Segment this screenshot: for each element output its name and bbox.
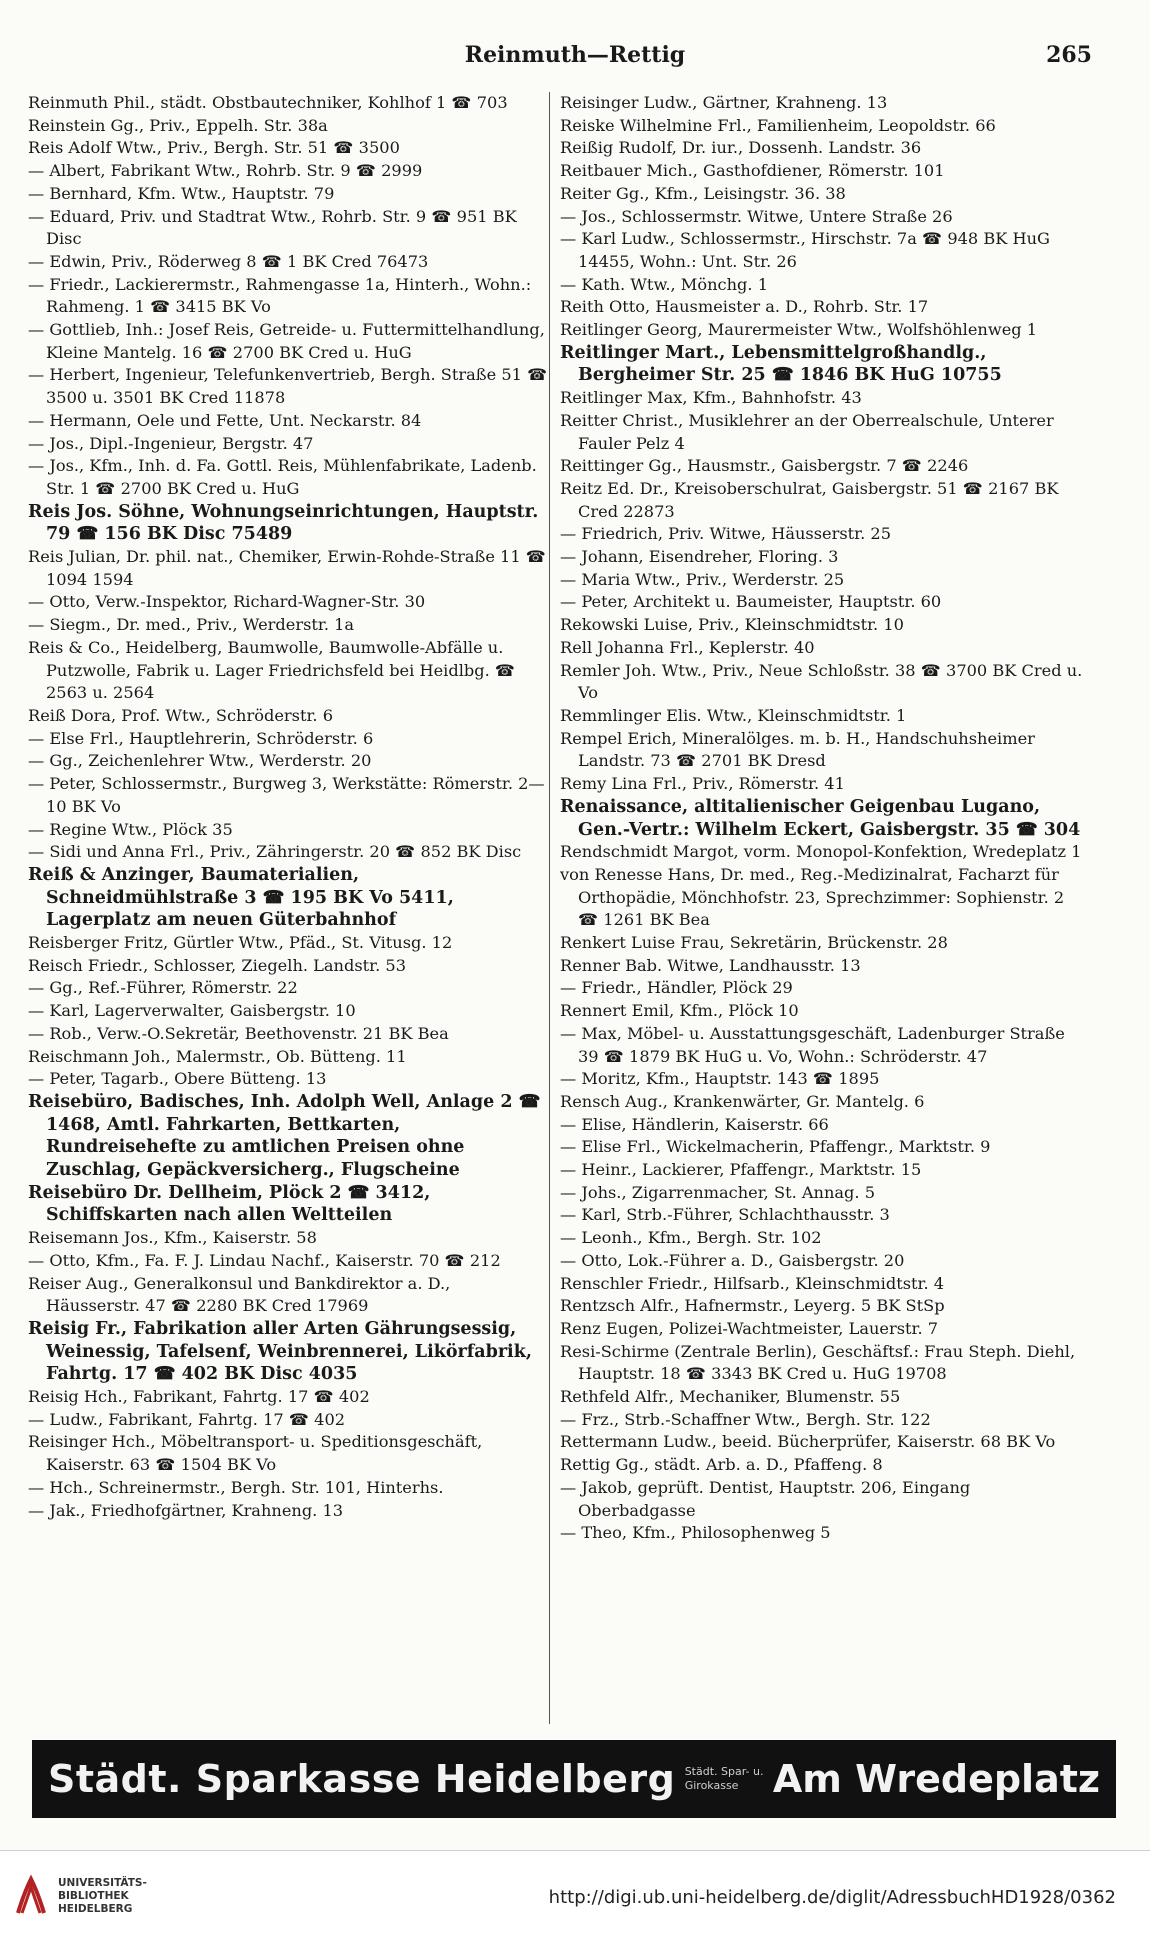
- directory-entry: — Bernhard, Kfm. Wtw., Hauptstr. 79: [28, 183, 335, 203]
- directory-entry: — Karl, Strb.-Führer, Schlachthausstr. 3: [560, 1205, 890, 1225]
- directory-entry: Reisch Friedr., Schlosser, Ziegelh. Landstr. 53: [28, 955, 407, 975]
- directory-entry: — Kath. Wtw., Mönchg. 1: [560, 274, 769, 294]
- directory-entry: Rendschmidt Margot, vorm. Monopol-Konfektion, Wredeplatz 1: [560, 842, 1082, 862]
- directory-entry: — Eduard, Priv. und Stadtrat Wtw., Rohrb. Str. 9 ☎ 951 BK Disc: [28, 206, 517, 249]
- directory-entry: Renschler Friedr., Hilfsarb., Kleinschmidtstr. 4: [560, 1273, 945, 1293]
- source-url-link[interactable]: http://digi.ub.uni-heidelberg.de/diglit/AdressbuchHD1928/0362: [548, 1887, 1116, 1908]
- directory-entry: — Karl, Lagerverwalter, Gaisbergstr. 10: [28, 1001, 356, 1021]
- directory-entry: — Maria Wtw., Priv., Werderstr. 25: [560, 569, 845, 589]
- directory-entry: Reisinger Ludw., Gärtner, Krahneng. 13: [560, 93, 888, 112]
- directory-entry: — Jak., Friedhofgärtner, Krahneng. 13: [28, 1500, 344, 1520]
- advertisement-banner: [32, 1740, 1116, 1818]
- directory-entry: — Max, Möbel- u. Ausstattungsgeschäft, Ladenburger Straße 39 ☎ 1879 BK HuG u. Vo, Wohn.: Schröderstr. 47: [560, 1023, 1065, 1066]
- directory-entry: — Jos., Dipl.-Ingenieur, Bergstr. 47: [28, 433, 314, 453]
- directory-entry: Rempel Erich, Mineralölges. m. b. H., Handschuhsheimer Landstr. 73 ☎ 2701 BK Dresd: [560, 728, 1035, 771]
- directory-entry: — Else Frl., Hauptlehrerin, Schröderstr. 6: [28, 728, 374, 748]
- directory-entry: — Otto, Verw.-Inspektor, Richard-Wagner-Str. 30: [28, 592, 426, 612]
- directory-entry: — Albert, Fabrikant Wtw., Rohrb. Str. 9 ☎ 2999: [28, 161, 423, 181]
- directory-entry: Reith Otto, Hausmeister a. D., Rohrb. Str. 17: [560, 297, 929, 317]
- directory-entry: — Gg., Zeichenlehrer Wtw., Werderstr. 20: [28, 751, 372, 771]
- directory-entry: Reiß Dora, Prof. Wtw., Schröderstr. 6: [28, 705, 334, 725]
- directory-entry: Reitz Ed. Dr., Kreisoberschulrat, Gaisbergstr. 51 ☎ 2167 BK Cred 22873: [560, 478, 1059, 521]
- left-column: [28, 92, 548, 1522]
- directory-entry: — Karl Ludw., Schlossermstr., Hirschstr. 7a ☎ 948 BK HuG 14455, Wohn.: Unt. Str. 26: [560, 229, 1050, 271]
- university-library-logo-icon: [14, 1873, 48, 1919]
- directory-entry: Remmlinger Elis. Wtw., Kleinschmidtstr. 1: [560, 705, 907, 725]
- directory-entry: Rentzsch Alfr., Hafnermstr., Leyerg. 5 BK StSp: [560, 1296, 945, 1316]
- logo-line-2: BIBLIOTHEK: [58, 1890, 129, 1902]
- directory-entry: Reis Jos. Söhne, Wohnungseinrichtungen, Hauptstr. 79 ☎ 156 BK Disc 75489: [28, 501, 539, 545]
- directory-entry: — Herbert, Ingenieur, Telefunkenvertrieb, Bergh. Straße 51 ☎ 3500 u. 3501 BK Cred 11878: [28, 365, 548, 408]
- directory-entry: — Theo, Kfm., Philosophenweg 5: [560, 1523, 831, 1543]
- directory-entry: Reisebüro, Badisches, Inh. Adolph Well, Anlage 2 ☎ 1468, Amtl. Fahrkarten, Bettkarten, Rundreisehefte zu amtlichen Preisen ohne Zuschlag, Gepäckversicherg., Flugscheine: [28, 1091, 541, 1181]
- directory-entry: — Elise, Händlerin, Kaiserstr. 66: [560, 1114, 829, 1134]
- banner-right-text: Am Wredeplatz: [772, 1757, 1100, 1801]
- directory-entry: — Jos., Kfm., Inh. d. Fa. Gottl. Reis, Mühlenfabrikate, Ladenb. Str. 1 ☎ 2700 BK Cred u. HuG: [28, 456, 537, 498]
- directory-entry: Reinmuth Phil., städt. Obstbautechniker, Kohlhof 1 ☎ 703: [28, 93, 508, 112]
- directory-entry: Remy Lina Frl., Priv., Römerstr. 41: [560, 774, 845, 794]
- library-footer: [0, 1850, 1150, 1943]
- directory-entry: Rekowski Luise, Priv., Kleinschmidtstr. 10: [560, 615, 904, 635]
- directory-entry: — Elise Frl., Wickelmacherin, Pfaffengr., Marktstr. 9: [560, 1137, 991, 1157]
- directory-entry: Reis Julian, Dr. phil. nat., Chemiker, Erwin-Rohde-Straße 11 ☎ 1094 1594: [28, 547, 546, 589]
- column-divider: [549, 92, 550, 1724]
- directory-entry: Reitlinger Max, Kfm., Bahnhofstr. 43: [560, 388, 862, 408]
- directory-entry: — Hch., Schreinermstr., Bergh. Str. 101, Hinterhs.: [28, 1477, 444, 1497]
- directory-entry: Reitlinger Mart., Lebensmittelgroßhandlg., Bergheimer Str. 25 ☎ 1846 BK HuG 10755: [560, 342, 1002, 386]
- page-number: 265: [1046, 42, 1092, 68]
- page-title: Reinmuth—Rettig: [464, 42, 686, 68]
- directory-entry: Rensch Aug., Krankenwärter, Gr. Mantelg. 6: [560, 1091, 925, 1111]
- directory-entry: Reisig Hch., Fabrikant, Fahrtg. 17 ☎ 402: [28, 1387, 370, 1407]
- directory-entry: Renaissance, altitalienischer Geigenbau Lugano, Gen.-Vertr.: Wilhelm Eckert, Gaisbergstr. 35 ☎ 304: [560, 796, 1081, 840]
- directory-entry: Reißig Rudolf, Dr. iur., Dossenh. Landstr. 36: [560, 138, 922, 158]
- directory-entry: — Peter, Tagarb., Obere Bütteng. 13: [28, 1069, 327, 1089]
- library-logo-text: [58, 1877, 147, 1916]
- directory-entry: — Siegm., Dr. med., Priv., Werderstr. 1a: [28, 615, 355, 635]
- directory-entry: Reittinger Gg., Hausmstr., Gaisbergstr. 7 ☎ 2246: [560, 456, 969, 476]
- logo-line-3: HEIDELBERG: [58, 1903, 133, 1915]
- directory-entry: Reiske Wilhelmine Frl., Familienheim, Leopoldstr. 66: [560, 115, 996, 135]
- directory-entry: — Gg., Ref.-Führer, Römerstr. 22: [28, 978, 298, 998]
- directory-entry: — Jakob, geprüft. Dentist, Hauptstr. 206, Eingang Oberbadgasse: [560, 1477, 971, 1520]
- directory-entry: Remler Joh. Wtw., Priv., Neue Schloßstr. 38 ☎ 3700 BK Cred u. Vo: [560, 660, 1083, 703]
- directory-entry: Renner Bab. Witwe, Landhausstr. 13: [560, 955, 861, 975]
- directory-entry: Reiser Aug., Generalkonsul und Bankdirektor a. D., Häusserstr. 47 ☎ 2280 BK Cred 17969: [28, 1273, 451, 1316]
- directory-entry: — Friedr., Händler, Plöck 29: [560, 978, 793, 998]
- directory-entry: Reisberger Fritz, Gürtler Wtw., Pfäd., St. Vitusg. 12: [28, 933, 453, 953]
- directory-entry: — Hermann, Oele und Fette, Unt. Neckarstr. 84: [28, 410, 422, 430]
- directory-entry: — Leonh., Kfm., Bergh. Str. 102: [560, 1228, 822, 1248]
- directory-entry: — Friedr., Lackierermstr., Rahmengasse 1a, Hinterh., Wohn.: Rahmeng. 1 ☎ 3415 BK Vo: [28, 274, 532, 317]
- directory-entry: Reischmann Joh., Malermstr., Ob. Bütteng. 11: [28, 1046, 407, 1066]
- directory-entry: — Moritz, Kfm., Hauptstr. 143 ☎ 1895: [560, 1069, 880, 1089]
- banner-middle-line1: Städt. Spar- u.: [684, 1765, 764, 1778]
- directory-entry: Rettig Gg., städt. Arb. a. D., Pfaffeng. 8: [560, 1455, 883, 1475]
- directory-entry: — Gottlieb, Inh.: Josef Reis, Getreide- u. Futtermittelhandlung, Kleine Mantelg. 16 ☎ 2700 BK Cred u. HuG: [28, 320, 545, 362]
- directory-entry: Reiter Gg., Kfm., Leisingstr. 36. 38: [560, 183, 846, 203]
- directory-entry: — Regine Wtw., Plöck 35: [28, 819, 233, 839]
- directory-entry: Rethfeld Alfr., Mechaniker, Blumenstr. 55: [560, 1387, 901, 1407]
- directory-entry: — Johann, Eisendreher, Floring. 3: [560, 547, 839, 567]
- right-column: [560, 92, 1086, 1545]
- directory-entry: — Peter, Architekt u. Baumeister, Hauptstr. 60: [560, 592, 942, 612]
- directory-entry: Reisinger Hch., Möbeltransport- u. Speditionsgeschäft, Kaiserstr. 63 ☎ 1504 BK Vo: [28, 1432, 483, 1475]
- banner-middle-line2: Girokasse: [684, 1779, 739, 1792]
- directory-entry: — Friedrich, Priv. Witwe, Häusserstr. 25: [560, 524, 891, 544]
- directory-entry: Renkert Luise Frau, Sekretärin, Brückenstr. 28: [560, 933, 948, 953]
- directory-entry: — Peter, Schlossermstr., Burgweg 3, Werkstätte: Römerstr. 2—10 BK Vo: [28, 774, 545, 816]
- directory-entry: — Otto, Kfm., Fa. F. J. Lindau Nachf., Kaiserstr. 70 ☎ 212: [28, 1250, 501, 1270]
- directory-entry: Renz Eugen, Polizei-Wachtmeister, Lauerstr. 7: [560, 1318, 939, 1338]
- directory-entry: — Frz., Strb.-Schaffner Wtw., Bergh. Str. 122: [560, 1409, 931, 1429]
- directory-entry: Reinstein Gg., Priv., Eppelh. Str. 38a: [28, 115, 328, 135]
- directory-entry: Reisebüro Dr. Dellheim, Plöck 2 ☎ 3412, Schiffskarten nach allen Weltteilen: [28, 1182, 431, 1226]
- directory-entry: — Sidi und Anna Frl., Priv., Zähringerstr. 20 ☎ 852 BK Disc: [28, 842, 522, 862]
- directory-entry: — Johs., Zigarrenmacher, St. Annag. 5: [560, 1182, 876, 1202]
- directory-entry: Reitlinger Georg, Maurermeister Wtw., Wolfshöhlenweg 1: [560, 320, 1038, 340]
- directory-entry: von Renesse Hans, Dr. med., Reg.-Medizinalrat, Facharzt für Orthopädie, Mönchhofstr. 23, Sprechzimmer: Sophienstr. 2 ☎ 1261 BK Bea: [560, 864, 1065, 930]
- banner-left-text: Städt. Sparkasse Heidelberg: [48, 1757, 676, 1801]
- logo-line-1: UNIVERSITÄTS-: [58, 1877, 147, 1889]
- directory-entry: — Ludw., Fabrikant, Fahrtg. 17 ☎ 402: [28, 1409, 346, 1429]
- directory-entry: — Edwin, Priv., Röderweg 8 ☎ 1 BK Cred 76473: [28, 251, 429, 271]
- directory-entry: Reitter Christ., Musiklehrer an der Oberrealschule, Unterer Fauler Pelz 4: [560, 410, 1054, 453]
- directory-entry: — Rob., Verw.-O.Sekretär, Beethovenstr. 21 BK Bea: [28, 1023, 449, 1043]
- directory-entry: Reis Adolf Wtw., Priv., Bergh. Str. 51 ☎ 3500: [28, 138, 400, 158]
- directory-entry: Resi-Schirme (Zentrale Berlin), Geschäftsf.: Frau Steph. Diehl, Hauptstr. 18 ☎ 3343 BK Cred u. HuG 19708: [560, 1341, 1076, 1384]
- directory-entry: Reis & Co., Heidelberg, Baumwolle, Baumwolle-Abfälle u. Putzwolle, Fabrik u. Lager Friedrichsfeld bei Heidlbg. ☎ 2563 u. 2564: [28, 637, 516, 703]
- directory-entry: Rell Johanna Frl., Keplerstr. 40: [560, 637, 815, 657]
- directory-entry: Rettermann Ludw., beeid. Bücherprüfer, Kaiserstr. 68 BK Vo: [560, 1432, 1056, 1452]
- directory-entry: Reitbauer Mich., Gasthofdiener, Römerstr. 101: [560, 161, 945, 181]
- directory-entry: — Otto, Lok.-Führer a. D., Gaisbergstr. 20: [560, 1250, 905, 1270]
- banner-middle-text: [685, 1765, 764, 1793]
- directory-entry: — Jos., Schlossermstr. Witwe, Untere Straße 26: [560, 206, 953, 226]
- directory-entry: Reisig Fr., Fabrikation aller Arten Gährungsessig, Weinessig, Tafelsenf, Weinbrennerei, Likörfabrik, Fahrtg. 17 ☎ 402 BK Disc 4035: [28, 1318, 532, 1385]
- directory-entry: Reiß & Anzinger, Baumaterialien, Schneidmühlstraße 3 ☎ 195 BK Vo 5411, Lagerplatz am neuen Güterbahnhof: [28, 864, 454, 931]
- directory-entry: — Heinr., Lackierer, Pfaffengr., Marktstr. 15: [560, 1160, 922, 1180]
- directory-entry: Reisemann Jos., Kfm., Kaiserstr. 58: [28, 1228, 317, 1248]
- directory-entry: Rennert Emil, Kfm., Plöck 10: [560, 1001, 799, 1021]
- running-head: [0, 42, 1150, 74]
